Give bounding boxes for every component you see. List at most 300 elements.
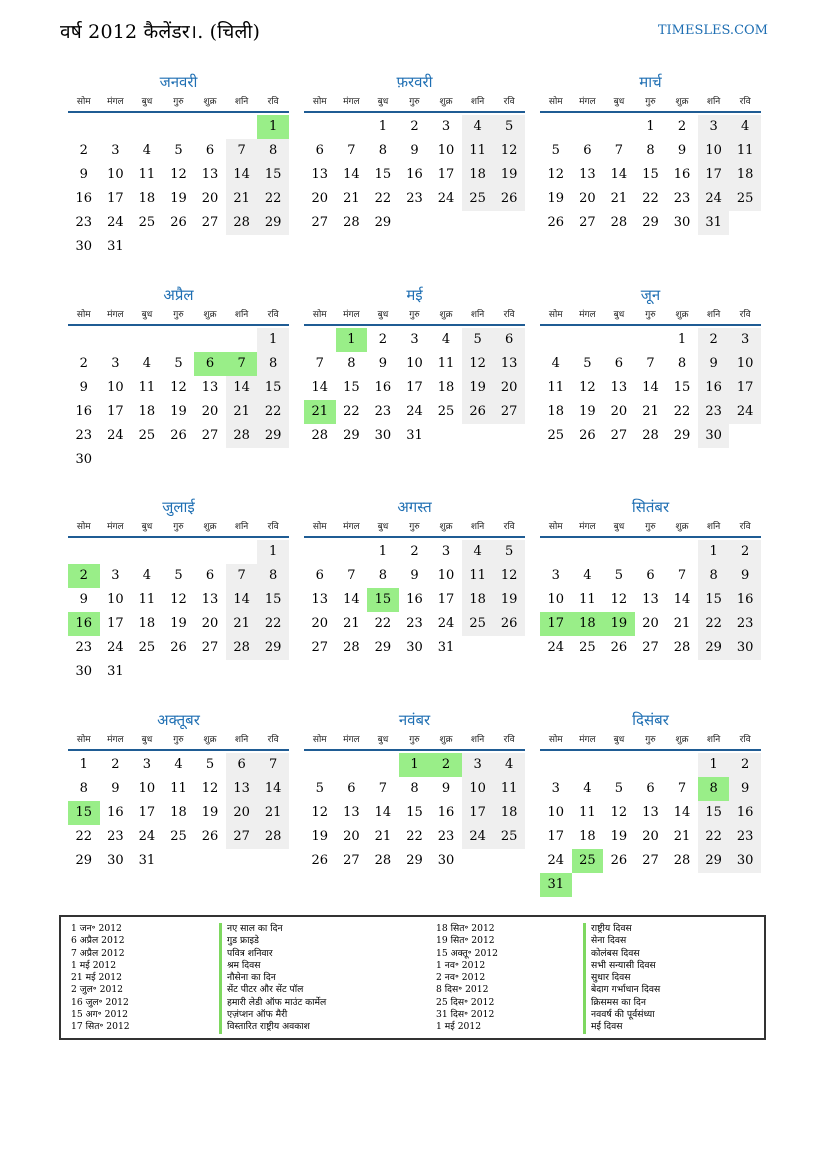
day-cell: 8 — [347, 356, 356, 371]
day-cell: 9 — [111, 781, 120, 796]
day-grid — [540, 753, 761, 897]
weekday-label: सोम — [548, 735, 563, 745]
day-cell: 13 — [311, 167, 329, 182]
day-grid — [68, 115, 289, 259]
day-cell: 29 — [374, 640, 392, 655]
legend-holiday-name: नौसेना का दिन — [219, 972, 326, 984]
day-cell: 7 — [257, 753, 289, 777]
day-cell: 8 — [257, 139, 289, 163]
day-cell: 17 — [406, 380, 423, 395]
day-cell: 10 — [406, 356, 423, 371]
empty-cell — [603, 540, 635, 564]
day-cell: 10 — [107, 380, 124, 395]
day-cell: 1 — [378, 119, 388, 134]
day-cell: 5 — [462, 328, 494, 352]
day-cell: 16 — [406, 592, 423, 607]
day-cell: 31 — [698, 211, 730, 235]
day-cell: 14 — [257, 777, 289, 801]
holiday-day-cell: 1 — [257, 115, 289, 139]
day-cell: 2 — [677, 119, 687, 134]
weekday-label: शनि — [234, 735, 249, 745]
day-cell: 26 — [170, 215, 187, 230]
legend-date: 31 दिस॰ 2012 — [436, 1009, 495, 1021]
day-cell: 25 — [138, 640, 156, 655]
day-cell: 30 — [374, 428, 392, 443]
weekday-label: मंगल — [107, 522, 124, 532]
weekday-label: सोम — [548, 310, 563, 320]
day-cell: 28 — [673, 853, 691, 868]
weekday-label: सोम — [76, 97, 91, 107]
day-cell: 23 — [75, 640, 93, 655]
legend-date: 2 नव॰ 2012 — [436, 972, 486, 984]
month-block — [304, 497, 525, 660]
weekday-label: बुध — [377, 522, 389, 532]
day-cell: 9 — [729, 777, 761, 801]
weekday-label: गुरु — [409, 522, 420, 532]
day-cell: 5 — [493, 540, 525, 564]
day-cell: 23 — [75, 215, 93, 230]
empty-cell — [572, 540, 604, 564]
day-cell: 10 — [437, 568, 455, 583]
day-cell: 10 — [547, 592, 565, 607]
day-cell: 21 — [374, 829, 392, 844]
day-cell: 4 — [174, 757, 183, 772]
day-cell: 6 — [226, 753, 258, 777]
weekday-label: शुक्र — [439, 522, 453, 532]
day-cell: 23 — [406, 191, 423, 206]
weekday-label: रवि — [739, 310, 751, 320]
month-name: जून — [640, 286, 661, 304]
weekday-label: सोम — [312, 522, 327, 532]
legend-right-dates — [436, 923, 498, 1034]
day-cell: 17 — [729, 376, 761, 400]
day-cell: 10 — [698, 139, 730, 163]
day-cell: 23 — [75, 428, 93, 443]
legend-holiday-name: श्रम दिवस — [219, 960, 326, 972]
day-cell: 27 — [642, 640, 659, 655]
weekday-label: रवि — [503, 97, 515, 107]
day-cell: 25 — [437, 404, 455, 419]
legend-date: 7 अप्रैल 2012 — [71, 947, 125, 959]
day-cell: 20 — [642, 829, 659, 844]
weekday-header — [68, 306, 289, 326]
day-cell: 30 — [75, 664, 93, 679]
day-cell: 2 — [79, 356, 88, 371]
weekday-label: शुक्र — [203, 97, 217, 107]
day-cell: 18 — [547, 404, 565, 419]
holiday-day-cell: 31 — [540, 873, 572, 897]
day-cell: 9 — [79, 167, 88, 182]
weekday-label: शुक्र — [675, 735, 689, 745]
day-cell: 7 — [226, 139, 258, 163]
day-cell: 8 — [257, 564, 289, 588]
day-cell: 11 — [462, 139, 494, 163]
day-cell: 9 — [79, 592, 88, 607]
day-cell: 23 — [729, 612, 761, 636]
day-cell: 7 — [226, 564, 258, 588]
day-cell: 15 — [374, 167, 392, 182]
day-cell: 30 — [107, 853, 124, 868]
day-cell: 3 — [462, 753, 494, 777]
day-cell: 8 — [79, 781, 88, 796]
day-cell: 4 — [441, 332, 451, 347]
day-cell: 4 — [462, 540, 494, 564]
day-cell: 15 — [642, 167, 659, 182]
weekday-label: गुरु — [173, 522, 184, 532]
day-cell: 22 — [673, 404, 691, 419]
empty-cell — [68, 115, 100, 139]
legend-holiday-name: सेंट पीटर और सेंट पॉल — [219, 984, 326, 996]
empty-cell — [572, 753, 604, 777]
day-cell: 26 — [579, 428, 596, 443]
day-cell: 21 — [226, 187, 258, 211]
day-cell: 5 — [614, 781, 624, 796]
day-cell: 20 — [493, 376, 525, 400]
day-cell: 18 — [462, 588, 494, 612]
day-cell: 23 — [673, 191, 691, 206]
day-cell: 10 — [138, 781, 156, 796]
weekday-label: शुक्र — [439, 97, 453, 107]
day-cell: 28 — [610, 215, 628, 230]
legend-date: 17 सित॰ 2012 — [71, 1021, 130, 1033]
day-cell: 2 — [378, 332, 388, 347]
weekday-label: शुक्र — [439, 735, 453, 745]
day-cell: 6 — [583, 143, 592, 158]
empty-cell — [226, 540, 258, 564]
day-cell: 11 — [729, 139, 761, 163]
day-cell: 12 — [170, 380, 187, 395]
day-cell: 27 — [579, 215, 596, 230]
day-cell: 20 — [226, 801, 258, 825]
day-cell: 4 — [583, 781, 592, 796]
day-cell: 19 — [462, 376, 494, 400]
weekday-label: सोम — [76, 310, 91, 320]
day-cell: 26 — [493, 187, 525, 211]
day-cell: 12 — [311, 805, 329, 820]
weekday-label: रवि — [503, 735, 515, 745]
day-cell: 17 — [437, 167, 455, 182]
day-cell: 17 — [107, 616, 124, 631]
legend-holiday-name: कोलंबस दिवस — [583, 948, 660, 960]
day-cell: 1 — [646, 119, 655, 134]
legend-date: 2 जुल॰ 2012 — [71, 984, 124, 996]
day-cell: 28 — [343, 640, 360, 655]
day-cell: 20 — [642, 616, 659, 631]
day-cell: 17 — [437, 592, 455, 607]
day-cell: 8 — [646, 143, 655, 158]
day-grid — [304, 115, 525, 235]
day-cell: 11 — [547, 380, 565, 395]
day-cell: 24 — [437, 191, 455, 206]
day-cell: 3 — [551, 781, 560, 796]
day-cell: 18 — [437, 380, 455, 395]
weekday-header — [68, 518, 289, 538]
month-name: अगस्त — [397, 498, 432, 516]
day-cell: 4 — [583, 568, 592, 583]
day-cell: 8 — [410, 781, 419, 796]
day-cell: 28 — [311, 428, 329, 443]
weekday-label: शनि — [470, 97, 485, 107]
empty-cell — [603, 115, 635, 139]
day-cell: 2 — [410, 544, 419, 559]
day-cell: 21 — [343, 616, 360, 631]
day-cell: 24 — [437, 616, 455, 631]
holiday-day-cell: 17 — [540, 612, 572, 636]
legend-left-names — [219, 923, 326, 1034]
day-cell: 26 — [311, 853, 329, 868]
day-cell: 13 — [493, 352, 525, 376]
day-cell: 6 — [315, 568, 324, 583]
legend-date: 8 दिस॰ 2012 — [436, 984, 489, 996]
legend-date: 25 दिस॰ 2012 — [436, 996, 495, 1008]
weekday-label: मंगल — [107, 310, 124, 320]
weekday-header — [540, 518, 761, 538]
day-cell: 11 — [493, 777, 525, 801]
day-cell: 16 — [729, 588, 761, 612]
day-cell: 20 — [343, 829, 360, 844]
day-cell: 9 — [698, 352, 730, 376]
day-cell: 26 — [170, 640, 187, 655]
day-cell: 26 — [547, 215, 565, 230]
day-cell: 29 — [698, 636, 730, 660]
weekday-label: शनि — [470, 735, 485, 745]
day-cell: 9 — [677, 143, 687, 158]
weekday-label: गुरु — [173, 97, 184, 107]
weekday-label: शुक्र — [203, 310, 217, 320]
empty-cell — [100, 328, 132, 352]
day-cell: 1 — [257, 328, 289, 352]
day-cell: 8 — [677, 356, 687, 371]
weekday-label: रवि — [739, 735, 751, 745]
day-cell: 2 — [729, 540, 761, 564]
holiday-day-cell: 1 — [399, 753, 431, 777]
empty-cell — [68, 540, 100, 564]
day-cell: 12 — [170, 167, 187, 182]
day-cell: 13 — [201, 380, 219, 395]
day-cell: 8 — [378, 568, 388, 583]
day-cell: 27 — [343, 853, 360, 868]
day-cell: 6 — [205, 143, 215, 158]
day-cell: 29 — [406, 853, 423, 868]
weekday-header — [540, 93, 761, 113]
weekday-label: शनि — [706, 310, 721, 320]
day-cell: 25 — [138, 428, 156, 443]
day-cell: 29 — [257, 424, 289, 448]
day-cell: 3 — [111, 356, 120, 371]
day-cell: 22 — [406, 829, 423, 844]
month-block — [68, 285, 289, 472]
legend-date: 19 सित॰ 2012 — [436, 935, 495, 947]
day-cell: 14 — [343, 592, 360, 607]
day-cell: 21 — [226, 400, 258, 424]
day-cell: 30 — [673, 215, 691, 230]
day-cell: 15 — [257, 163, 289, 187]
day-cell: 3 — [142, 757, 152, 772]
day-cell: 6 — [205, 568, 215, 583]
weekday-label: बुध — [141, 97, 153, 107]
day-cell: 18 — [462, 163, 494, 187]
empty-cell — [163, 328, 195, 352]
month-name: मार्च — [639, 73, 662, 91]
day-cell: 18 — [138, 404, 156, 419]
day-grid — [304, 328, 525, 448]
holiday-day-cell: 2 — [430, 753, 462, 777]
day-cell: 26 — [462, 400, 494, 424]
day-cell: 17 — [107, 404, 124, 419]
empty-cell — [540, 328, 572, 352]
weekday-header — [304, 306, 525, 326]
day-cell: 28 — [226, 424, 258, 448]
day-cell: 14 — [226, 376, 258, 400]
empty-cell — [336, 753, 368, 777]
day-cell: 15 — [698, 801, 730, 825]
day-cell: 30 — [75, 452, 93, 467]
month-name: मई — [406, 286, 423, 304]
weekday-label: गुरु — [173, 310, 184, 320]
weekday-label: गुरु — [645, 97, 656, 107]
day-cell: 11 — [437, 356, 455, 371]
day-cell: 8 — [698, 564, 730, 588]
day-cell: 24 — [138, 829, 156, 844]
day-cell: 18 — [729, 163, 761, 187]
day-cell: 29 — [673, 428, 691, 443]
day-cell: 19 — [170, 404, 187, 419]
day-cell: 16 — [673, 167, 691, 182]
day-cell: 2 — [729, 753, 761, 777]
day-cell: 7 — [614, 143, 624, 158]
legend-date: 15 अग॰ 2012 — [71, 1009, 129, 1021]
empty-cell — [572, 328, 604, 352]
day-cell: 30 — [406, 640, 423, 655]
weekday-label: बुध — [377, 735, 389, 745]
weekday-label: बुध — [141, 522, 153, 532]
day-cell: 13 — [201, 592, 219, 607]
day-cell: 27 — [226, 825, 258, 849]
empty-cell — [100, 115, 132, 139]
day-cell: 2 — [410, 119, 419, 134]
empty-cell — [336, 115, 368, 139]
day-grid — [540, 115, 761, 235]
day-cell: 29 — [374, 215, 392, 230]
day-cell: 22 — [257, 400, 289, 424]
day-cell: 5 — [551, 143, 560, 158]
day-cell: 20 — [311, 191, 329, 206]
day-cell: 18 — [138, 616, 156, 631]
day-cell: 19 — [547, 191, 565, 206]
day-cell: 22 — [374, 616, 392, 631]
weekday-header — [540, 731, 761, 751]
weekday-label: गुरु — [409, 735, 420, 745]
day-cell: 22 — [257, 612, 289, 636]
weekday-label: मंगल — [343, 97, 360, 107]
weekday-label: सोम — [76, 522, 91, 532]
day-cell: 27 — [610, 428, 628, 443]
day-cell: 9 — [729, 564, 761, 588]
day-cell: 16 — [374, 380, 392, 395]
legend-date: 1 मई 2012 — [71, 959, 117, 971]
day-cell: 3 — [441, 544, 451, 559]
day-cell: 5 — [614, 568, 624, 583]
legend-holiday-name: नववर्ष की पूर्वसंध्या — [583, 1009, 660, 1021]
day-grid — [304, 540, 525, 660]
month-name: जनवरी — [159, 73, 198, 91]
empty-cell — [131, 115, 163, 139]
day-cell: 17 — [107, 191, 124, 206]
legend-holiday-name: राष्ट्रीय दिवस — [583, 923, 660, 935]
day-cell: 12 — [462, 352, 494, 376]
month-block — [68, 72, 289, 259]
legend-holiday-name: बेदाग गर्भाधान दिवस — [583, 984, 660, 996]
day-cell: 25 — [729, 187, 761, 211]
day-cell: 15 — [673, 380, 691, 395]
empty-cell — [68, 328, 100, 352]
day-cell: 3 — [698, 115, 730, 139]
day-cell: 13 — [642, 805, 659, 820]
weekday-label: सोम — [548, 97, 563, 107]
empty-cell — [194, 115, 226, 139]
holiday-day-cell: 18 — [572, 612, 604, 636]
day-cell: 15 — [257, 376, 289, 400]
day-cell: 22 — [698, 825, 730, 849]
day-cell: 9 — [410, 143, 419, 158]
day-cell: 29 — [642, 215, 659, 230]
day-cell: 21 — [226, 612, 258, 636]
day-cell: 23 — [698, 400, 730, 424]
day-cell: 2 — [698, 328, 730, 352]
day-cell: 21 — [257, 801, 289, 825]
weekday-label: गुरु — [645, 735, 656, 745]
day-cell: 5 — [174, 356, 183, 371]
month-block — [68, 497, 289, 684]
month-block — [304, 285, 525, 448]
empty-cell — [666, 540, 698, 564]
day-cell: 14 — [374, 805, 392, 820]
day-cell: 9 — [378, 356, 388, 371]
day-grid — [540, 540, 761, 660]
day-cell: 13 — [642, 592, 659, 607]
holiday-day-cell: 25 — [572, 849, 604, 873]
empty-cell — [635, 540, 667, 564]
weekday-label: शनि — [470, 522, 485, 532]
day-cell: 22 — [75, 829, 93, 844]
day-cell: 29 — [75, 853, 93, 868]
day-cell: 19 — [201, 805, 219, 820]
weekday-label: मंगल — [579, 97, 596, 107]
day-cell: 18 — [493, 801, 525, 825]
month-name: जुलाई — [162, 498, 195, 516]
weekday-header — [304, 93, 525, 113]
empty-cell — [100, 540, 132, 564]
day-cell: 29 — [698, 849, 730, 873]
day-cell: 3 — [441, 119, 451, 134]
day-cell: 12 — [170, 592, 187, 607]
day-cell: 7 — [315, 356, 324, 371]
month-name: दिसंबर — [632, 711, 669, 729]
day-cell: 28 — [374, 853, 392, 868]
day-cell: 19 — [170, 616, 187, 631]
day-cell: 8 — [257, 352, 289, 376]
empty-cell — [666, 753, 698, 777]
weekday-label: शनि — [706, 735, 721, 745]
holiday-day-cell: 19 — [603, 612, 635, 636]
day-cell: 8 — [378, 143, 388, 158]
empty-cell — [163, 540, 195, 564]
site-link[interactable]: TIMESLES.COM — [657, 23, 768, 38]
weekday-label: बुध — [377, 97, 389, 107]
day-cell: 6 — [614, 356, 624, 371]
weekday-label: मंगल — [343, 310, 360, 320]
day-cell: 4 — [462, 115, 494, 139]
